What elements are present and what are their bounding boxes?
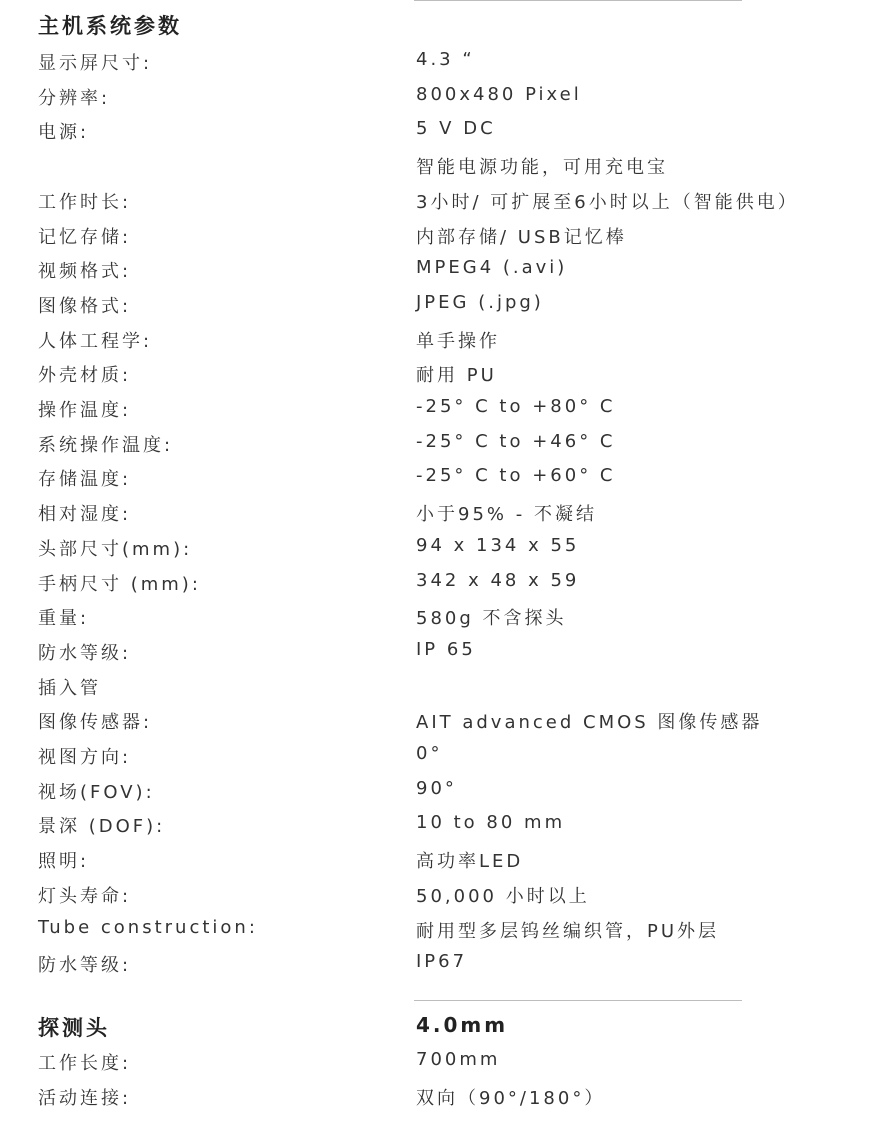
spec-row (0, 465, 872, 495)
spec-label: 插入管 (38, 677, 101, 699)
spec-label: 存储温度: (38, 469, 132, 491)
probe-section-title: 探测头 (38, 1016, 110, 1040)
spec-row (0, 812, 872, 842)
spec-row (0, 118, 872, 148)
spec-value: 4.3 “ (416, 49, 475, 70)
spec-value: IP67 (416, 951, 468, 973)
spec-row (0, 882, 872, 912)
spec-row (0, 951, 872, 981)
spec-row (0, 847, 872, 877)
spec-row (0, 604, 872, 634)
spec-row (0, 917, 872, 947)
spec-label: 重量: (38, 608, 90, 630)
spec-row (0, 188, 872, 218)
spec-value: -25° C to +46° C (416, 430, 616, 452)
spec-value: -25° C to +80° C (416, 396, 616, 417)
spec-label: 人体工程学: (38, 330, 153, 352)
spec-row (0, 639, 872, 669)
spec-label: 照明: (38, 851, 90, 873)
spec-row (0, 396, 872, 426)
spec-label: 图像传感器: (38, 712, 153, 734)
spec-value: 耐用型多层钨丝编织管，PU外层 (416, 920, 720, 942)
spec-label: 景深 (DOF): (38, 816, 166, 838)
spec-label: 记忆存储: (38, 226, 132, 248)
spec-value: -25° C to +60° C (416, 465, 616, 487)
spec-row (0, 570, 872, 600)
top-divider (414, 0, 742, 1)
spec-label: 头部尺寸(mm): (38, 538, 193, 560)
spec-value: 94 x 134 x 55 (416, 534, 580, 556)
spec-label: 手柄尺寸 (mm): (38, 573, 201, 595)
spec-row (0, 431, 872, 461)
spec-row (0, 153, 872, 183)
spec-row (0, 500, 872, 530)
spec-label: 工作时长: (38, 191, 132, 213)
spec-row (0, 708, 872, 738)
spec-label: 工作长度: (38, 1053, 132, 1074)
spec-value: 580g 不含探头 (416, 608, 567, 630)
spec-label: 操作温度: (38, 400, 132, 421)
spec-value: 700mm (416, 1049, 501, 1070)
spec-row (0, 743, 872, 773)
spec-value: 内部存储/ USB记忆棒 (416, 226, 627, 248)
probe-divider (414, 1000, 742, 1001)
spec-value: MPEG4 (.avi) (416, 257, 568, 279)
spec-value: 智能电源功能，可用充电宝 (416, 157, 668, 179)
spec-value: 0° (416, 743, 443, 764)
main-section-title: 主机系统参数 (38, 14, 182, 38)
spec-value: 50,000 小时以上 (416, 885, 590, 907)
spec-label: 视场(FOV): (38, 781, 155, 803)
spec-row (0, 49, 872, 79)
spec-label: 防水等级: (38, 642, 132, 664)
spec-label: 相对湿度: (38, 504, 132, 526)
spec-row (0, 1084, 872, 1114)
spec-label: 视图方向: (38, 747, 132, 768)
spec-label: 外壳材质: (38, 365, 132, 387)
spec-label: 灯头寿命: (38, 885, 132, 907)
spec-label: Tube construction: (38, 916, 258, 938)
spec-value: 双向（90°/180°） (416, 1087, 606, 1109)
spec-row (0, 674, 872, 704)
spec-value: 单手操作 (416, 330, 500, 352)
spec-label: 系统操作温度: (38, 434, 174, 456)
spec-label: 分辨率: (38, 87, 111, 109)
spec-row (0, 223, 872, 253)
spec-label: 防水等级: (38, 955, 132, 977)
spec-label: 视频格式: (38, 261, 132, 283)
spec-value: IP 65 (416, 638, 476, 660)
spec-value: 90° (416, 777, 457, 799)
spec-row (0, 1049, 872, 1079)
spec-label: 活动连接: (38, 1087, 132, 1109)
spec-row (0, 361, 872, 391)
spec-value: 342 x 48 x 59 (416, 569, 580, 591)
spec-label: 图像格式: (38, 295, 132, 317)
spec-row (0, 535, 872, 565)
spec-row (0, 327, 872, 357)
spec-value: 10 to 80 mm (416, 812, 566, 834)
spec-value: 5 V DC (416, 118, 496, 140)
spec-value: AIT advanced CMOS 图像传感器 (416, 712, 763, 734)
spec-row (0, 292, 872, 322)
spec-value: 高功率LED (416, 851, 524, 873)
spec-row (0, 257, 872, 287)
spec-value: 800x480 Pixel (416, 83, 582, 105)
spec-label: 电源: (38, 122, 90, 144)
probe-section-value: 4.0mm (416, 1013, 509, 1037)
spec-value: JPEG (.jpg) (416, 291, 544, 313)
spec-label: 显示屏尺寸: (38, 53, 153, 74)
spec-row (0, 84, 872, 114)
spec-value: 3小时/ 可扩展至6小时以上（智能供电） (416, 191, 799, 213)
spec-value: 耐用 PU (416, 365, 497, 387)
spec-row (0, 778, 872, 808)
spec-value: 小于95% - 不凝结 (416, 504, 597, 526)
